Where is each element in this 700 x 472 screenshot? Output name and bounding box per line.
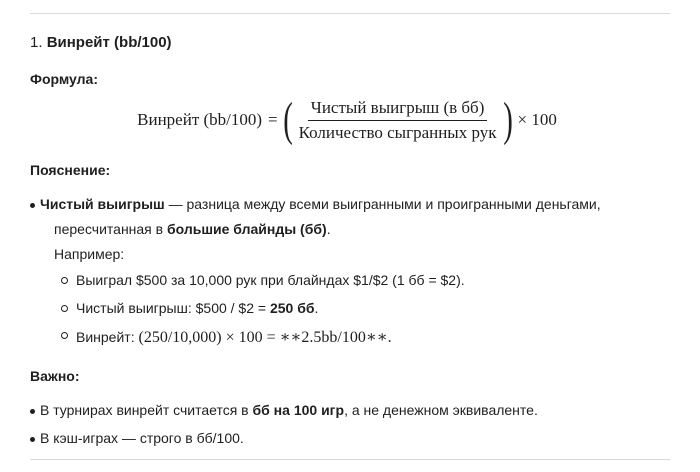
winrate-formula (0, 93, 700, 146)
sub-item-won: Выиграл $500 за 10,000 рук при блайндах $1/$2 (1 бб = $2). (76, 272, 465, 288)
bullet-cash-games: В кэш-играх — строго в бб/100. (40, 430, 244, 446)
right-paren: ) (502, 93, 513, 146)
imp-a-pre: В турнирах винрейт считается в (40, 402, 253, 418)
formula-times: × 100 (517, 110, 557, 129)
formula-denominator: Количество сыгранных рук (298, 122, 497, 142)
formula-equals: = (268, 110, 278, 129)
important-label: Важно: (30, 368, 80, 384)
top-divider (30, 13, 670, 14)
formula-fraction (296, 98, 500, 143)
formula-lhs: Винрейт (bb/100) (137, 110, 263, 129)
sub-b-pre: Чистый выигрыш: $500 / $2 = (76, 300, 270, 316)
bullet-net-win (40, 196, 601, 212)
sub-c-math: (250/10,000) × 100 = ∗∗2.5bb/100∗∗. (138, 329, 392, 346)
line2-post: . (326, 221, 331, 237)
net-win-line2 (54, 221, 331, 237)
formula-numerator: Чистый выигрыш (в бб) (308, 98, 488, 121)
term-net-win: Чистый выигрыш (40, 196, 165, 212)
heading-number: 1. (30, 34, 43, 51)
heading-title: Винрейт (bb/100) (46, 34, 172, 51)
sub-item-winrate (76, 327, 392, 347)
bullet-tournaments (40, 402, 538, 418)
section-heading (30, 34, 172, 51)
net-win-text: — разница между всеми выигранными и проигранными деньгами, (164, 196, 601, 212)
sub-b-bold: 250 бб (269, 300, 315, 316)
imp-a-post: , а не денежном эквиваленте. (344, 402, 538, 418)
line2-pre: пересчитанная в (54, 221, 167, 237)
formula-label: Формула: (30, 71, 98, 87)
sub-item-net-win (76, 300, 318, 316)
line2-bold: большие блайнды (бб) (166, 221, 327, 237)
imp-a-bold: бб на 100 игр (252, 402, 345, 418)
example-label: Например: (54, 246, 125, 262)
sub-b-post: . (314, 300, 319, 316)
explanation-label: Пояснение: (30, 162, 111, 178)
left-paren: ( (282, 93, 293, 146)
sub-c-pre: Винрейт: (76, 329, 139, 345)
bottom-divider (30, 459, 670, 460)
